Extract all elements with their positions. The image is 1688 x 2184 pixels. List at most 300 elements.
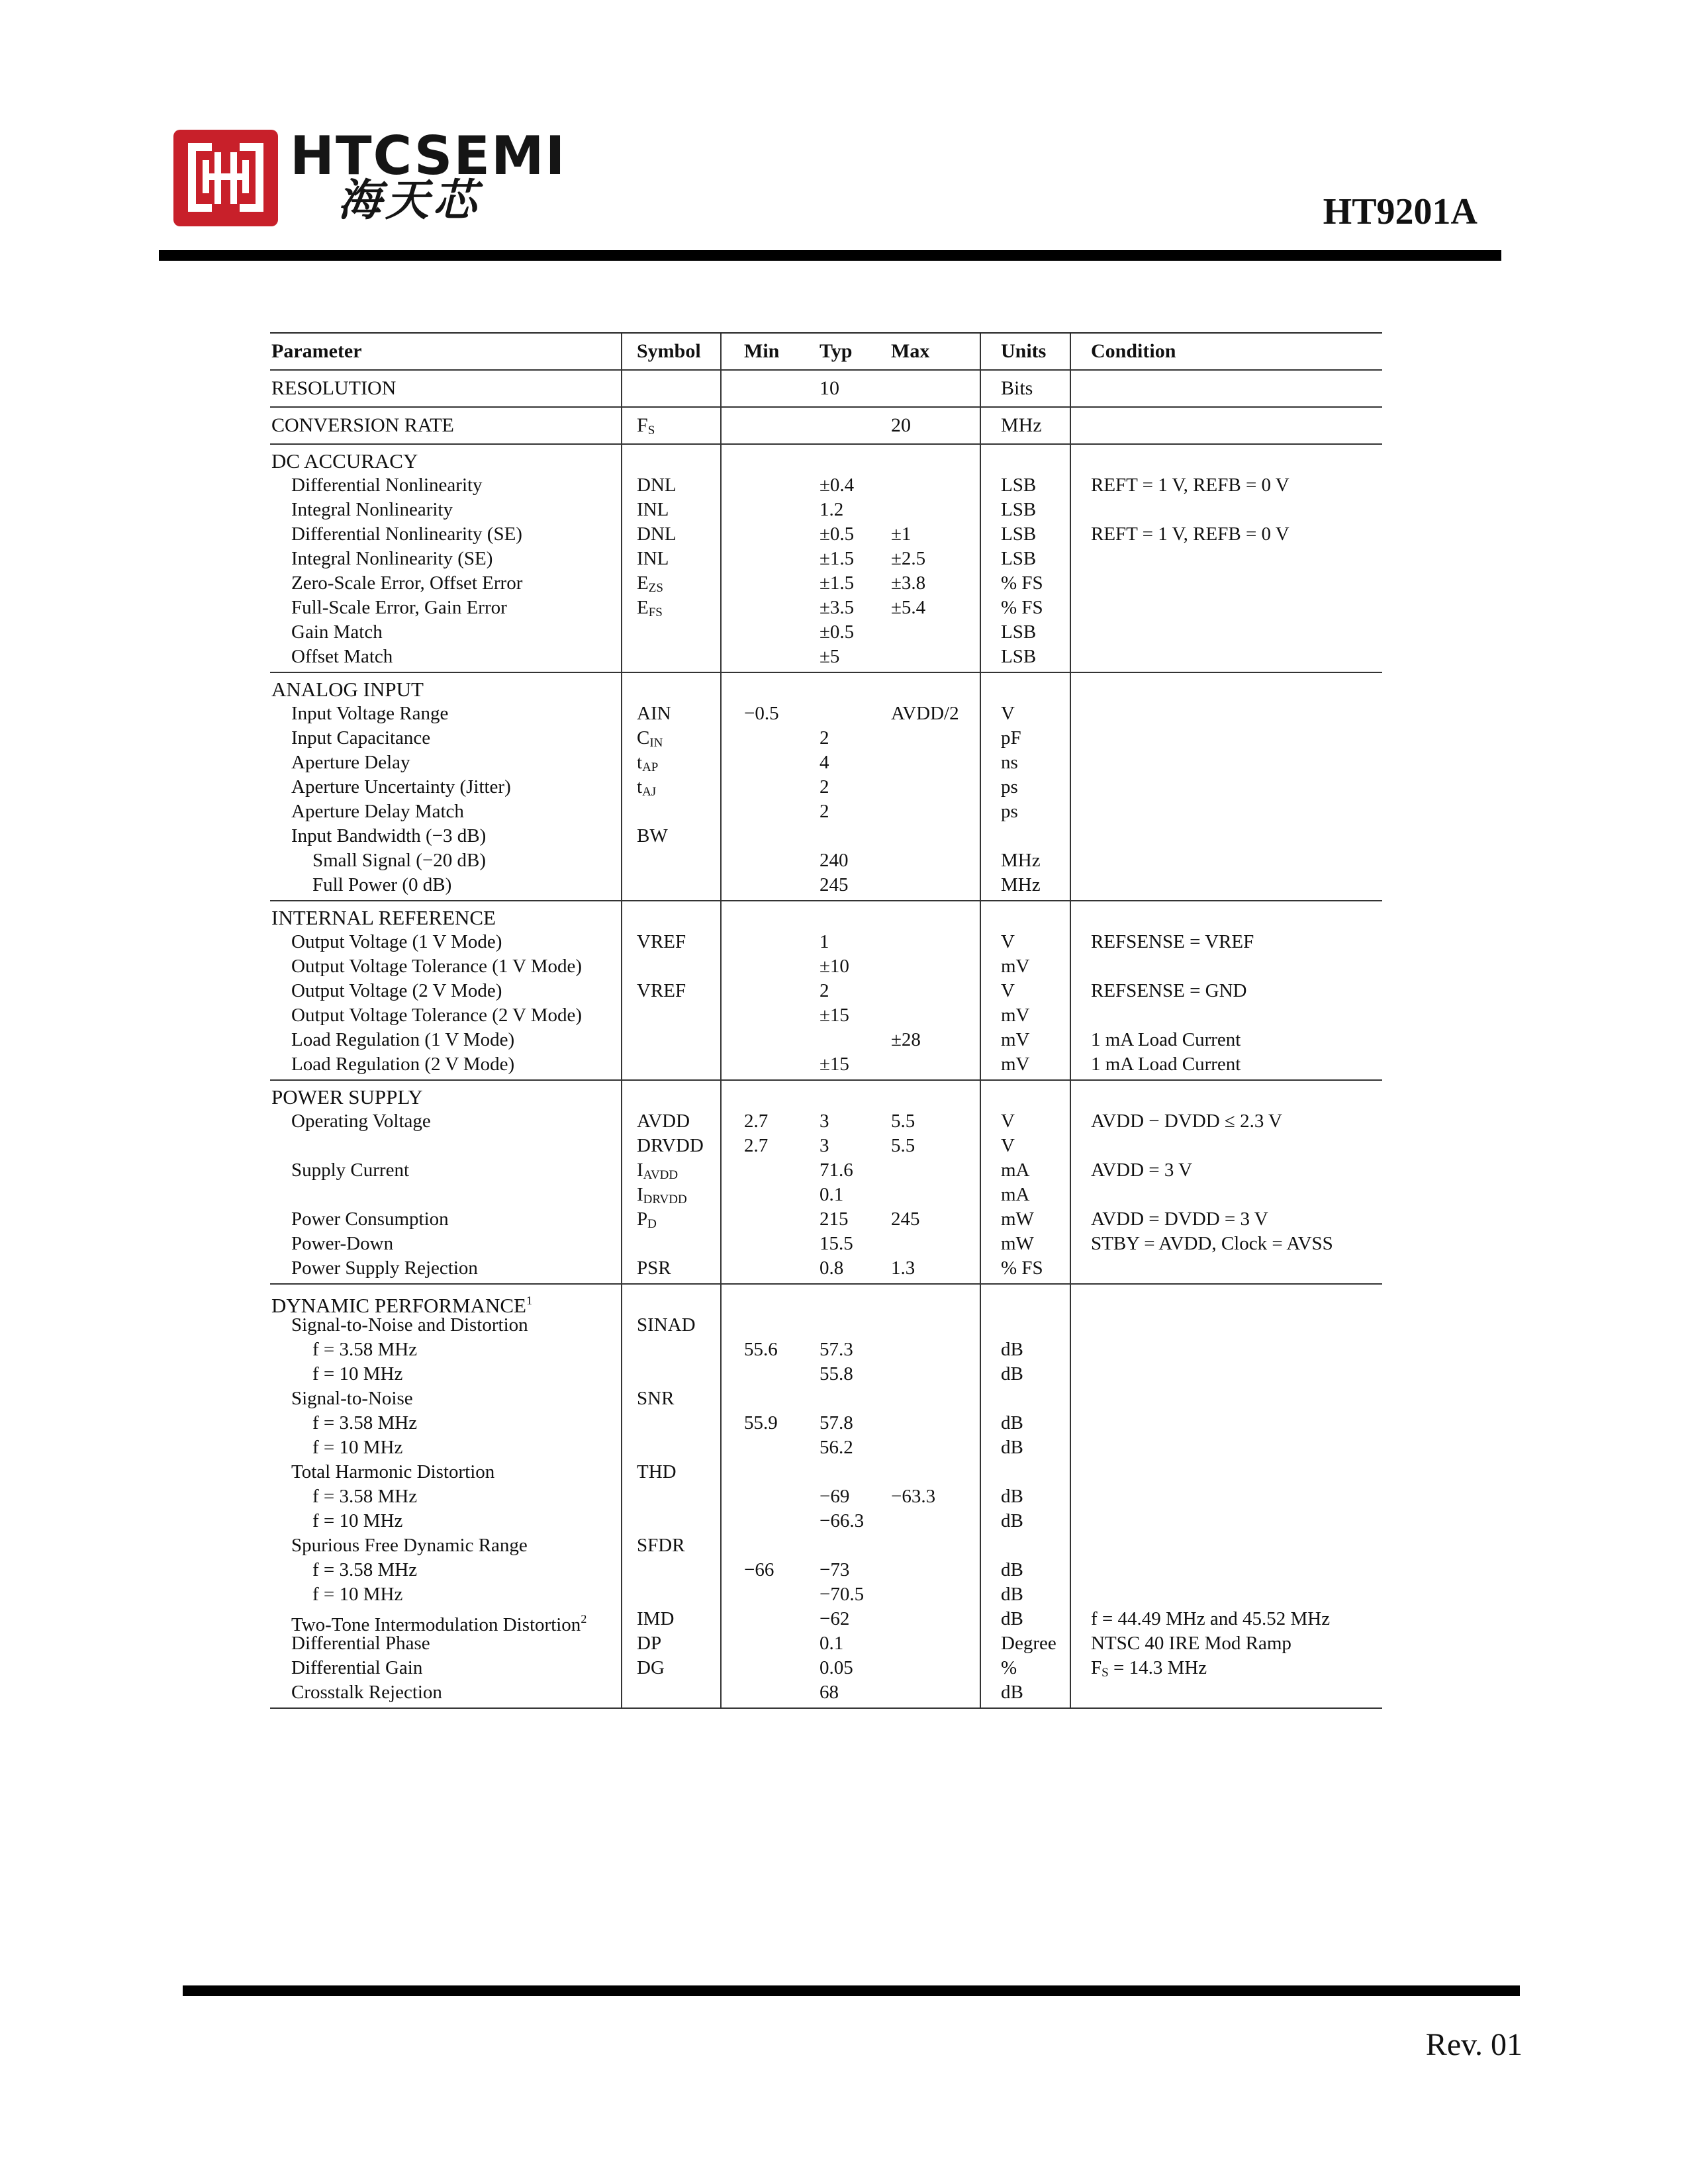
parameter-text: f = 10 MHz: [312, 1363, 403, 1385]
unit-value: MHz: [1001, 414, 1042, 436]
symbol-text: IMD: [637, 1608, 675, 1629]
symbol: [637, 498, 669, 522]
parameter-text: Power Consumption: [291, 1208, 449, 1230]
sections-container: [270, 445, 1382, 1709]
unit-value: V: [1001, 1111, 1015, 1132]
unit-value: mA: [1001, 1184, 1030, 1205]
condition: [1091, 1052, 1241, 1077]
part-number: HT9201A: [1323, 191, 1477, 232]
unit-value: dB: [1001, 1510, 1023, 1531]
typ-value: ±0.5: [820, 523, 855, 545]
parameter-name: [271, 1028, 514, 1052]
min-value: 2.7: [744, 1111, 769, 1132]
table-row: [270, 873, 1382, 897]
max-value: 5.5: [891, 1135, 915, 1156]
typ-value: 71.6: [820, 1160, 853, 1181]
parameter-text: Load Regulation (1 V Mode): [291, 1029, 515, 1050]
table-row: [270, 1631, 1382, 1656]
table-row: [270, 824, 1382, 848]
footnote-marker: 2: [581, 1612, 587, 1625]
max-value: ±28: [891, 1029, 921, 1050]
unit-value: LSB: [1001, 523, 1037, 545]
typ-value: −73: [820, 1559, 850, 1580]
parameter-name: [271, 775, 511, 799]
typ-value: −66.3: [820, 1510, 865, 1531]
table-row: [270, 571, 1382, 596]
typ-value: 0.05: [820, 1657, 853, 1678]
table-row: [270, 522, 1382, 547]
table-row: [270, 954, 1382, 979]
max-value: ±3.8: [891, 572, 926, 594]
parameter-text: Power-Down: [291, 1233, 394, 1254]
parameter-name: [271, 873, 451, 897]
max-value: 1.3: [891, 1257, 915, 1279]
parameter-text: Differential Phase: [291, 1633, 430, 1654]
table-row: [270, 1680, 1382, 1705]
parameter-text: Aperture Delay Match: [291, 801, 464, 822]
max-value: ±1: [891, 523, 912, 545]
parameter-text: Offset Match: [291, 646, 393, 667]
column-header: Condition: [1091, 340, 1176, 362]
parameter-name: [271, 702, 448, 726]
table-row: [270, 473, 1382, 498]
table-row: [270, 498, 1382, 522]
table-row: [270, 1338, 1382, 1362]
table-row: [270, 1134, 1382, 1158]
parameter-name: [271, 1656, 422, 1680]
parameter-name: [271, 1338, 417, 1362]
symbol: [637, 522, 677, 547]
parameter-name: [271, 1460, 494, 1484]
parameter-name: [271, 1232, 393, 1256]
parameter-name: [271, 1680, 442, 1705]
footer-rule: [183, 1985, 1520, 1996]
parameter-name: [271, 1387, 413, 1411]
symbol-text: P: [637, 1208, 648, 1230]
parameter-text: f = 10 MHz: [312, 1437, 403, 1458]
unit-value: %: [1001, 1657, 1017, 1678]
max-value: ±2.5: [891, 548, 926, 569]
parameter-text: Input Voltage Range: [291, 703, 449, 724]
column-header: Max: [891, 340, 930, 362]
typ-value: ±0.5: [820, 621, 855, 643]
symbol: [637, 1607, 674, 1631]
parameter-name: CONVERSION RATE: [271, 414, 454, 436]
unit-value: LSB: [1001, 475, 1037, 496]
table-row: [270, 848, 1382, 873]
unit-value: dB: [1001, 1608, 1023, 1629]
symbol-text: C: [637, 727, 650, 749]
condition: [1091, 1232, 1333, 1256]
symbol-subscript: IN: [649, 736, 663, 750]
unit-value: pF: [1001, 727, 1021, 749]
max-value: −63.3: [891, 1486, 936, 1507]
table-section: [270, 445, 1382, 673]
table-row: [270, 1028, 1382, 1052]
condition: [1091, 473, 1289, 498]
unit-value: mW: [1001, 1233, 1034, 1254]
max-value: 245: [891, 1208, 920, 1230]
typ-value: ±15: [820, 1005, 849, 1026]
parameter-name: [271, 1313, 528, 1338]
parameter-text: Input Bandwidth (−3 dB): [291, 825, 487, 846]
brand-name: HTCSEMI: [290, 125, 567, 187]
table-row: [270, 1558, 1382, 1582]
typ-value: −70.5: [820, 1584, 865, 1605]
table-row: [270, 1232, 1382, 1256]
parameter-text: Total Harmonic Distortion: [291, 1461, 495, 1482]
condition-text: REFSENSE = VREF: [1091, 931, 1254, 952]
condition: [1091, 1158, 1192, 1183]
parameter-name: [271, 1052, 514, 1077]
symbol: [637, 547, 669, 571]
column-header: Typ: [820, 340, 853, 362]
symbol-subscript: FS: [648, 606, 663, 619]
parameter-name: [271, 1533, 528, 1558]
parameter-name: RESOLUTION: [271, 377, 397, 399]
parameter-text: Gain Match: [291, 621, 383, 643]
table-row: [270, 930, 1382, 954]
table-row: [270, 1435, 1382, 1460]
min-value: 55.6: [744, 1339, 778, 1360]
symbol-subscript: AJ: [642, 785, 657, 799]
column-header: Parameter: [271, 340, 362, 362]
symbol: [637, 979, 686, 1003]
typ-value: 4: [820, 752, 829, 773]
table-row: [270, 799, 1382, 824]
symbol: [637, 1533, 685, 1558]
unit-value: % FS: [1001, 572, 1043, 594]
table-row: [270, 979, 1382, 1003]
typ-value: 0.8: [820, 1257, 844, 1279]
parameter-text: Full-Scale Error, Gain Error: [291, 597, 507, 618]
symbol-text: BW: [637, 825, 668, 846]
typ-value: ±10: [820, 956, 849, 977]
table-row: [270, 1460, 1382, 1484]
unit-value: mV: [1001, 956, 1030, 977]
symbol: [637, 1313, 696, 1338]
table-section: [270, 1081, 1382, 1285]
symbol: [637, 1256, 671, 1281]
condition-subscript: S: [1102, 1666, 1109, 1680]
symbol: [637, 930, 686, 954]
parameter-name: [271, 1362, 402, 1387]
parameter-text: f = 10 MHz: [312, 1510, 403, 1531]
parameter-text: Output Voltage (2 V Mode): [291, 980, 502, 1001]
table-row: [270, 1533, 1382, 1558]
brand-name-chinese: 海天芯: [338, 175, 481, 226]
parameter-text: Power Supply Rejection: [291, 1257, 478, 1279]
table-row: [270, 702, 1382, 726]
unit-value: % FS: [1001, 597, 1043, 618]
table-row: [270, 1158, 1382, 1183]
symbol: [637, 1387, 674, 1411]
symbol: [637, 1134, 704, 1158]
symbol-text: DG: [637, 1657, 665, 1678]
max-value: 20: [891, 414, 911, 436]
parameter-text: Input Capacitance: [291, 727, 431, 749]
unit-value: LSB: [1001, 499, 1037, 520]
column-header: Symbol: [637, 340, 701, 362]
parameter-text: Output Voltage (1 V Mode): [291, 931, 502, 952]
condition-text: STBY = AVDD, Clock = AVSS: [1091, 1233, 1333, 1254]
unit-value: dB: [1001, 1486, 1023, 1507]
parameter-text: Output Voltage Tolerance (1 V Mode): [291, 956, 583, 977]
table-row: [270, 775, 1382, 799]
typ-value: 57.3: [820, 1339, 853, 1360]
revision-label: Rev. 01: [1425, 2027, 1523, 2062]
table-row: [270, 726, 1382, 751]
section-title-line: [270, 1085, 1382, 1109]
parameter-text: Zero-Scale Error, Offset Error: [291, 572, 523, 594]
unit-value: dB: [1001, 1437, 1023, 1458]
parameter-name: [271, 498, 453, 522]
typ-value: 57.8: [820, 1412, 853, 1433]
section-title-text: POWER SUPPLY: [271, 1085, 423, 1109]
symbol: [637, 824, 668, 848]
table-section: [270, 901, 1382, 1081]
condition: [1091, 522, 1289, 547]
symbol-text: t: [637, 776, 643, 797]
unit-value: Degree: [1001, 1633, 1056, 1654]
unit-value: ps: [1001, 801, 1018, 822]
typ-value: 0.1: [820, 1633, 844, 1654]
symbol-subscript: D: [647, 1217, 657, 1231]
condition-text: AVDD − DVDD ≤ 2.3 V: [1091, 1111, 1282, 1132]
parameter-name: [271, 751, 410, 775]
min-value: −0.5: [744, 703, 779, 724]
parameter-name: [271, 930, 502, 954]
parameter-name: [271, 726, 430, 751]
parameter-name: [271, 1558, 417, 1582]
typ-value: 245: [820, 874, 849, 895]
parameter-text: Full Power (0 dB): [312, 874, 452, 895]
condition-text: f = 44.49 MHz and 45.52 MHz: [1091, 1608, 1331, 1629]
typ-value: 55.8: [820, 1363, 853, 1385]
parameter-name: [271, 1582, 402, 1607]
max-value: 5.5: [891, 1111, 915, 1132]
section-title-line: [270, 677, 1382, 702]
typ-value: ±5: [820, 646, 840, 667]
typ-value: 68: [820, 1682, 839, 1703]
typ-value: 3: [820, 1135, 829, 1156]
section-title: [271, 905, 496, 930]
unit-value: Bits: [1001, 377, 1033, 399]
symbol: [637, 1631, 661, 1656]
parameter-name: [271, 1484, 417, 1509]
unit-value: V: [1001, 1135, 1015, 1156]
condition: [1091, 930, 1254, 954]
symbol-text: DP: [637, 1633, 662, 1654]
parameter-name: [271, 1631, 430, 1656]
symbol-subscript: DRVDD: [643, 1193, 687, 1206]
symbol-text: I: [637, 1184, 643, 1205]
section-title: [271, 449, 418, 473]
parameter-text: Operating Voltage: [291, 1111, 431, 1132]
symbol-text: SFDR: [637, 1535, 685, 1556]
typ-value: ±3.5: [820, 597, 855, 618]
table-row: [270, 1387, 1382, 1411]
parameter-name: [271, 1109, 431, 1134]
typ-value: 240: [820, 850, 849, 871]
symbol: $F_S$: [637, 414, 655, 437]
section-title-text: DC ACCURACY: [271, 449, 418, 473]
table-row: [270, 1256, 1382, 1281]
parameter-name: [271, 473, 483, 498]
section-title-line: [270, 905, 1382, 930]
table-section: [270, 1285, 1382, 1709]
symbol-text: SINAD: [637, 1314, 696, 1336]
section-title-text: DYNAMIC PERFORMANCE: [271, 1294, 526, 1317]
symbol: [637, 473, 677, 498]
parameter-name: [271, 799, 464, 824]
unit-value: mV: [1001, 1054, 1030, 1075]
typ-value: ±0.4: [820, 475, 855, 496]
symbol-text: INL: [637, 499, 669, 520]
symbol: [637, 1656, 665, 1680]
typ-value: −62: [820, 1608, 850, 1629]
typ-value: 2: [820, 727, 829, 749]
condition: [1091, 1631, 1291, 1656]
table-row: [270, 645, 1382, 669]
condition-text: 1 mA Load Current: [1091, 1029, 1241, 1050]
symbol-text: DNL: [637, 523, 677, 545]
company-logo: [173, 130, 278, 226]
typ-value: 215: [820, 1208, 849, 1230]
parameter-name: [271, 1411, 417, 1435]
parameter-text: Output Voltage Tolerance (2 V Mode): [291, 1005, 583, 1026]
parameter-text: Crosstalk Rejection: [291, 1682, 442, 1703]
parameter-name: [271, 596, 507, 620]
typ-value: 15.5: [820, 1233, 853, 1254]
unit-value: dB: [1001, 1559, 1023, 1580]
parameter-text: Integral Nonlinearity (SE): [291, 548, 493, 569]
symbol: [637, 1460, 677, 1484]
unit-value: dB: [1001, 1363, 1023, 1385]
condition: [1091, 979, 1247, 1003]
parameter-text: Aperture Delay: [291, 752, 410, 773]
unit-value: V: [1001, 980, 1015, 1001]
symbol-subscript: AP: [642, 760, 659, 774]
parameter-name: [271, 1207, 449, 1232]
parameter-name: [271, 522, 522, 547]
condition-text: NTSC 40 IRE Mod Ramp: [1091, 1633, 1291, 1654]
symbol-text: DNL: [637, 475, 677, 496]
symbol-text: E: [637, 572, 649, 594]
parameter-name: [271, 1509, 402, 1533]
typ-value: ±1.5: [820, 572, 855, 594]
unit-value: dB: [1001, 1682, 1023, 1703]
parameter-name: [271, 1003, 582, 1028]
unit-value: mW: [1001, 1208, 1034, 1230]
unit-value: V: [1001, 703, 1015, 724]
unit-value: mV: [1001, 1005, 1030, 1026]
parameter-text: f = 3.58 MHz: [312, 1559, 418, 1580]
column-header: Min: [744, 340, 780, 362]
parameter-text: Differential Nonlinearity: [291, 475, 483, 496]
table-row: [270, 1656, 1382, 1680]
section-title-text: INTERNAL REFERENCE: [271, 906, 496, 929]
typ-value: ±1.5: [820, 548, 855, 569]
condition-tail: = 14.3 MHz: [1108, 1657, 1207, 1678]
symbol: [637, 1109, 690, 1134]
section-title-line: [270, 449, 1382, 473]
parameter-text: f = 3.58 MHz: [312, 1412, 418, 1433]
header-rule: [159, 250, 1501, 261]
table-row: [270, 1362, 1382, 1387]
parameter-name: [271, 620, 383, 645]
table-header-row: [270, 334, 1382, 371]
typ-value: 3: [820, 1111, 829, 1132]
parameter-text: f = 3.58 MHz: [312, 1486, 418, 1507]
unit-value: mA: [1001, 1160, 1030, 1181]
symbol-text: E: [637, 597, 649, 618]
parameter-name: [271, 645, 393, 669]
unit-value: LSB: [1001, 548, 1037, 569]
min-value: 55.9: [744, 1412, 778, 1433]
parameter-text: Load Regulation (2 V Mode): [291, 1054, 515, 1075]
symbol-text: PSR: [637, 1257, 671, 1279]
unit-value: ps: [1001, 776, 1018, 797]
symbol-text: SNR: [637, 1388, 675, 1409]
parameter-name: [271, 1435, 402, 1460]
typ-value: 2: [820, 980, 829, 1001]
typ-value: −69: [820, 1486, 850, 1507]
condition-text: REFT = 1 V, REFB = 0 V: [1091, 523, 1289, 545]
specifications-table: [270, 332, 1382, 1709]
parameter-text: Two-Tone Intermodulation Distortion: [291, 1614, 581, 1635]
unit-value: LSB: [1001, 646, 1037, 667]
parameter-text: Supply Current: [291, 1160, 410, 1181]
parameter-name: [271, 1256, 478, 1281]
condition-text: F: [1091, 1657, 1102, 1678]
symbol-text: VREF: [637, 931, 686, 952]
symbol-subscript: ZS: [648, 581, 663, 595]
condition-text: REFT = 1 V, REFB = 0 V: [1091, 475, 1289, 496]
table-row: [270, 1109, 1382, 1134]
typ-value: 10: [820, 377, 839, 399]
parameter-text: Signal-to-Noise: [291, 1388, 413, 1409]
typ-value: 56.2: [820, 1437, 853, 1458]
table-row: [270, 1207, 1382, 1232]
symbol-text: AVDD: [637, 1111, 690, 1132]
condition: [1091, 1109, 1282, 1134]
parameter-name: [271, 824, 486, 848]
parameter-text: f = 3.58 MHz: [312, 1339, 418, 1360]
table-row: [270, 751, 1382, 775]
min-value: 2.7: [744, 1135, 769, 1156]
resolution-row: [270, 371, 1382, 408]
parameter-text: Differential Nonlinearity (SE): [291, 523, 522, 545]
parameter-name: [271, 848, 486, 873]
section-title-line: [270, 1289, 1382, 1317]
symbol-text: VREF: [637, 980, 686, 1001]
table-row: [270, 1003, 1382, 1028]
condition: [1091, 1207, 1268, 1232]
unit-value: % FS: [1001, 1257, 1043, 1279]
symbol-subscript: AVDD: [643, 1168, 679, 1182]
symbol-text: INL: [637, 548, 669, 569]
symbol-text: t: [637, 752, 643, 773]
parameter-text: f = 10 MHz: [312, 1584, 403, 1605]
unit-value: MHz: [1001, 850, 1041, 871]
symbol-text: I: [637, 1160, 643, 1181]
parameter-name: [271, 1158, 409, 1183]
table-row: [270, 547, 1382, 571]
table-row: [270, 1183, 1382, 1207]
max-value: ±5.4: [891, 597, 926, 618]
conversion-rate-row: [270, 408, 1382, 445]
